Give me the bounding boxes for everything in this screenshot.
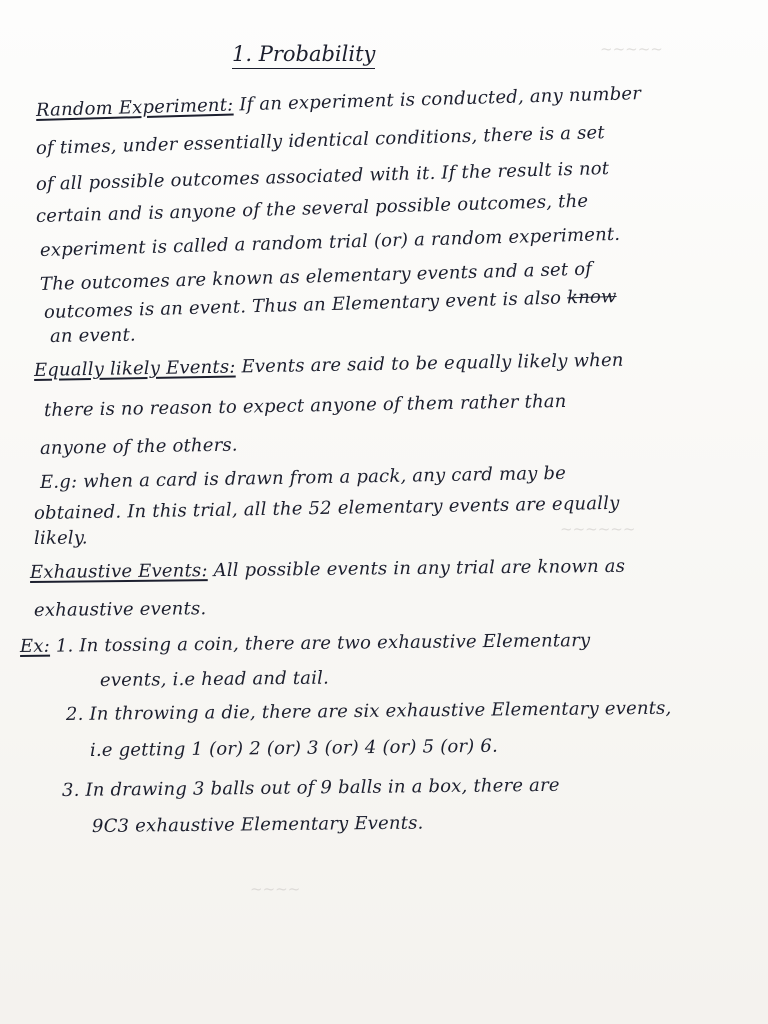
text-line: likely.: [33, 527, 88, 549]
page-title: 1. Probability: [232, 42, 375, 69]
text-line: Ex: 1. In tossing a coin, there are two exhaustive Elementary: [19, 630, 591, 657]
heading-exhaustive: Exhaustive Events:: [29, 560, 208, 583]
text-line: 9C3 exhaustive Elementary Events.: [91, 812, 424, 837]
text-line: 3. In drawing 3 balls out of 9 balls in a box, there are: [61, 774, 560, 801]
text-line: exhaustive events.: [33, 598, 207, 621]
struck-word: know: [566, 286, 617, 309]
bleed-through: ~~~~~: [600, 40, 663, 58]
text-line: an event.: [49, 324, 137, 347]
text-line: 2. In throwing a die, there are six exhaustive Elementary events,: [65, 697, 672, 725]
text-line: obtained. In this trial, all the 52 elementary events are equally: [33, 492, 620, 524]
text-line: certain and is anyone of the several possible outcomes, the: [35, 190, 589, 227]
text-line: Equally likely Events: Events are said to be equally likely when: [33, 349, 624, 381]
text-line: of times, under essentially identical conditions, there is a set: [35, 122, 606, 159]
heading-random-experiment: Random Experiment:: [35, 94, 234, 121]
text-line: Exhaustive Events: All possible events in any trial are known as: [29, 555, 626, 583]
bleed-through: ~~~~: [250, 880, 301, 898]
heading-ex: Ex:: [19, 635, 51, 657]
text-line: The outcomes are known as elementary events and a set of: [39, 258, 593, 295]
heading-equally-likely: Equally likely Events:: [33, 356, 236, 381]
text-line: E.g: when a card is drawn from a pack, any card may be: [39, 462, 567, 493]
text-line: i.e getting 1 (or) 2 (or) 3 (or) 4 (or) 5 (or) 6.: [89, 735, 499, 761]
text-line: [36, 85, 642, 120]
text-line: events, i.e head and tail.: [99, 667, 330, 691]
text-line: experiment is called a random trial (or) a random experiment.: [39, 223, 621, 261]
text-line: of all possible outcomes associated with it. If the result is not: [35, 157, 610, 195]
line-body: If an experiment is conducted, any number: [239, 83, 642, 116]
text-line: there is no reason to expect anyone of them rather than: [43, 390, 567, 421]
text-line: anyone of the others.: [39, 434, 238, 459]
text-line: outcomes is an event. Thus an Elementary event is also know: [43, 286, 617, 323]
bleed-through: ~~~~~~: [560, 520, 636, 538]
